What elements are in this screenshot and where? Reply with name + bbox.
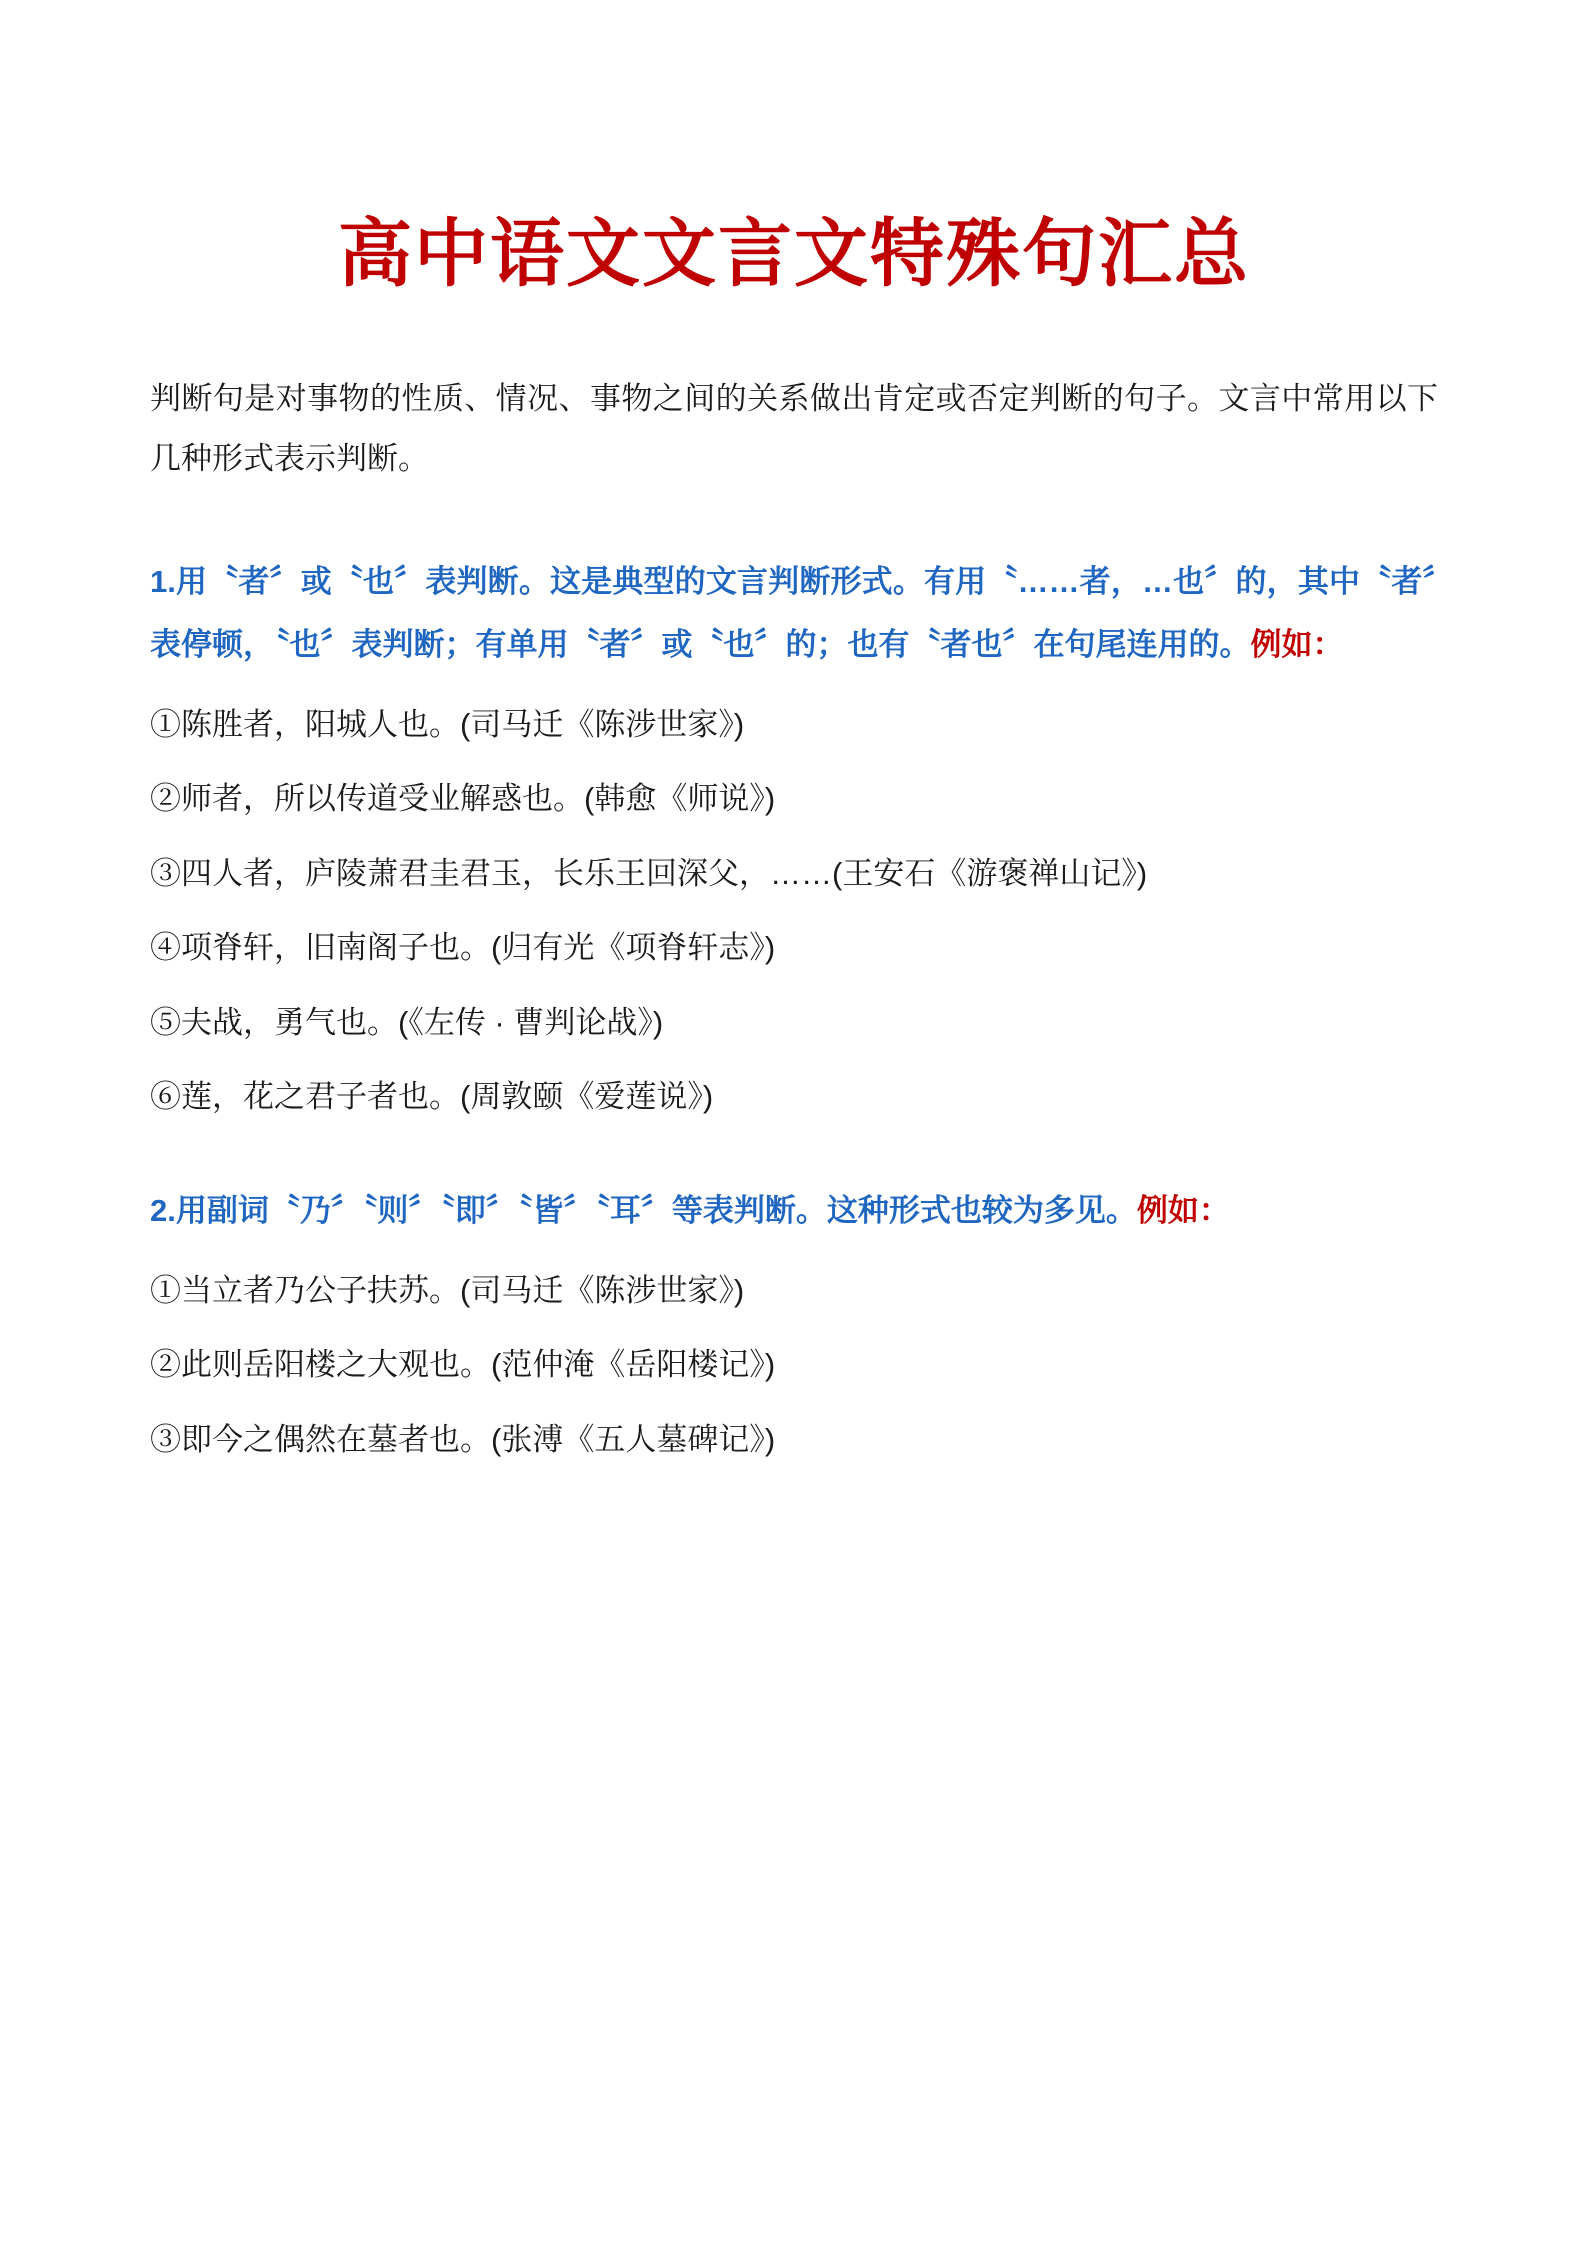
page-title: 高中语文文言文特殊句汇总 xyxy=(338,212,1250,295)
section-1-example-label: 例如： xyxy=(1250,627,1344,663)
section-2 xyxy=(150,1179,1438,1470)
intro-paragraph: 判断句是对事物的性质、情况、事物之间的关系做出肯定或否定判断的句子。文言中常用以下几种形式表示判断。 xyxy=(150,380,1438,477)
section-1-heading-text: 用〝者〞或〝也〞表判断。这是典型的文言判断形式。有用〝……者，…也〞的，其中〝者〞表停顿，〝也〞表判断；有单用〝者〞或〝也〞的；也有〝者也〞在句尾连用的。 xyxy=(150,563,1438,663)
section-1-example-6: ⑥莲，花之君子者也。(周敦颐《爱莲说》) xyxy=(150,1078,714,1114)
section-2-example-3: ③即今之偶然在墓者也。(张溥《五人墓碑记》) xyxy=(150,1421,776,1457)
section-2-example-1: ①当立者乃公子扶苏。(司马迁《陈涉世家》) xyxy=(150,1272,745,1308)
section-2-heading-text: 用副词〝乃〞〝则〞〝即〞〝皆〞〝耳〞等表判断。这种形式也较为多见。 xyxy=(175,1193,1137,1229)
section-1-example-2: ②师者，所以传道受业解惑也。(韩愈《师说》) xyxy=(150,781,776,817)
section-1-example-1: ①陈胜者，阳城人也。(司马迁《陈涉世家》) xyxy=(150,706,745,742)
intro-paragraph-block xyxy=(150,369,1438,490)
section-2-example-2: ②此则岳阳楼之大观也。(范仲淹《岳阳楼记》) xyxy=(150,1347,776,1383)
section-1 xyxy=(150,550,1438,1128)
section-1-example-5: ⑤夫战，勇气也。(《左传 · 曹判论战》) xyxy=(150,1004,664,1040)
section-2-heading xyxy=(150,1179,1438,1243)
section-1-example-3: ③四人者，庐陵萧君圭君玉，长乐王回深父，……(王安石《游褒禅山记》) xyxy=(150,855,1148,891)
section-2-number: 2. xyxy=(150,1193,176,1229)
section-1-heading xyxy=(150,550,1438,677)
section-2-example-label: 例如： xyxy=(1136,1193,1230,1229)
section-1-number: 1. xyxy=(150,563,176,599)
section-1-example-4: ④项脊轩，旧南阁子也。(归有光《项脊轩志》) xyxy=(150,930,776,966)
